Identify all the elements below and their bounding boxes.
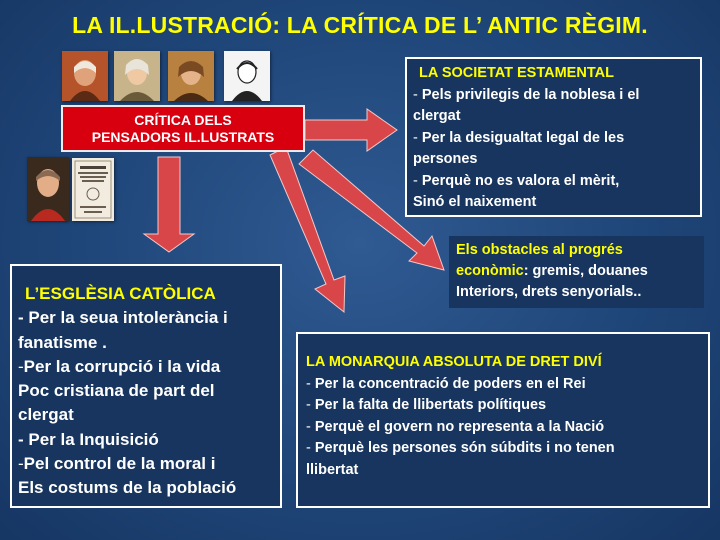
monarquia-dash-0: -: [306, 375, 315, 392]
monarquia-line-1: Per la falta de llibertats polítiques: [314, 397, 547, 413]
obstacles-rest-2: : gremis, douanes: [523, 263, 648, 279]
monarquia-heading: LA MONARQUIA ABSOLUTA DE DRET DIVÍ: [306, 354, 602, 370]
esglesia-line-6: Pel control de la moral i: [23, 454, 216, 474]
monarquia-dash-2: -: [306, 418, 315, 435]
societat-line-0: Pels privilegis de la noblesa i el: [421, 86, 640, 103]
monarquia-line-4: llibertat: [306, 461, 359, 478]
societat-line-2: Per la desigualtat legal de les: [421, 129, 625, 146]
obstacles-economics-box: [449, 236, 704, 308]
esglesia-line-0: - Per la seua intolerància i: [18, 308, 228, 328]
esglesia-line-2: Per la corrupció i la vida: [23, 356, 221, 376]
esglesia-catolica-box: [10, 264, 282, 508]
central-line-2: PENSADORS IL.LUSTRATS: [91, 129, 275, 145]
esglesia-line-5: - Per la Inquisició: [18, 429, 159, 449]
esglesia-line-4: clergat: [18, 405, 74, 425]
obstacles-line-3: Interiors, drets senyorials..: [456, 284, 642, 300]
page-title: LA IL.LUSTRACIÓ: LA CRÍTICA DE L’ ANTIC RÈGIM.: [72, 12, 648, 38]
esglesia-heading: L’ESGLÈSIA CATÒLICA: [25, 284, 216, 303]
societat-line-5: Sinó el naixement: [413, 194, 537, 210]
esglesia-line-1: fanatisme .: [18, 332, 107, 352]
central-critique-box: [61, 105, 305, 152]
monarquia-dash-1: -: [306, 397, 315, 413]
societat-heading: LA SOCIETAT ESTAMENTAL: [419, 65, 614, 81]
societat-dash-0: -: [413, 86, 422, 103]
monarquia-line-2: Perquè el govern no representa a la Nació: [314, 418, 605, 435]
societat-line-3: persones: [413, 151, 478, 167]
obstacles-line-1: Els obstacles al progrés: [456, 242, 623, 258]
esglesia-dash-6: -: [18, 454, 24, 474]
esglesia-dash-2: -: [18, 356, 24, 376]
obstacles-highlight-2: econòmic: [456, 263, 524, 279]
arrow-to-societat: [305, 109, 397, 151]
societat-dash-2: -: [413, 129, 422, 146]
societat-line-1: clergat: [413, 108, 461, 124]
societat-estamental-box: [405, 57, 702, 217]
esglesia-line-7: Els costums de la població: [18, 478, 237, 498]
societat-line-4: Perquè no es valora el mèrit,: [421, 172, 620, 189]
monarquia-dash-3: -: [306, 440, 315, 456]
central-line-1: CRÍTICA DELS: [134, 112, 232, 128]
monarquia-line-0: Per la concentració de poders en el Rei: [314, 375, 586, 392]
esglesia-line-3: Poc cristiana de part del: [18, 381, 215, 401]
societat-dash-4: -: [413, 172, 422, 189]
monarquia-absoluta-box: [296, 332, 710, 508]
arrow-to-esglesia: [144, 157, 194, 252]
monarquia-line-3: Perquè les persones són súbdits i no tenen: [314, 440, 615, 456]
